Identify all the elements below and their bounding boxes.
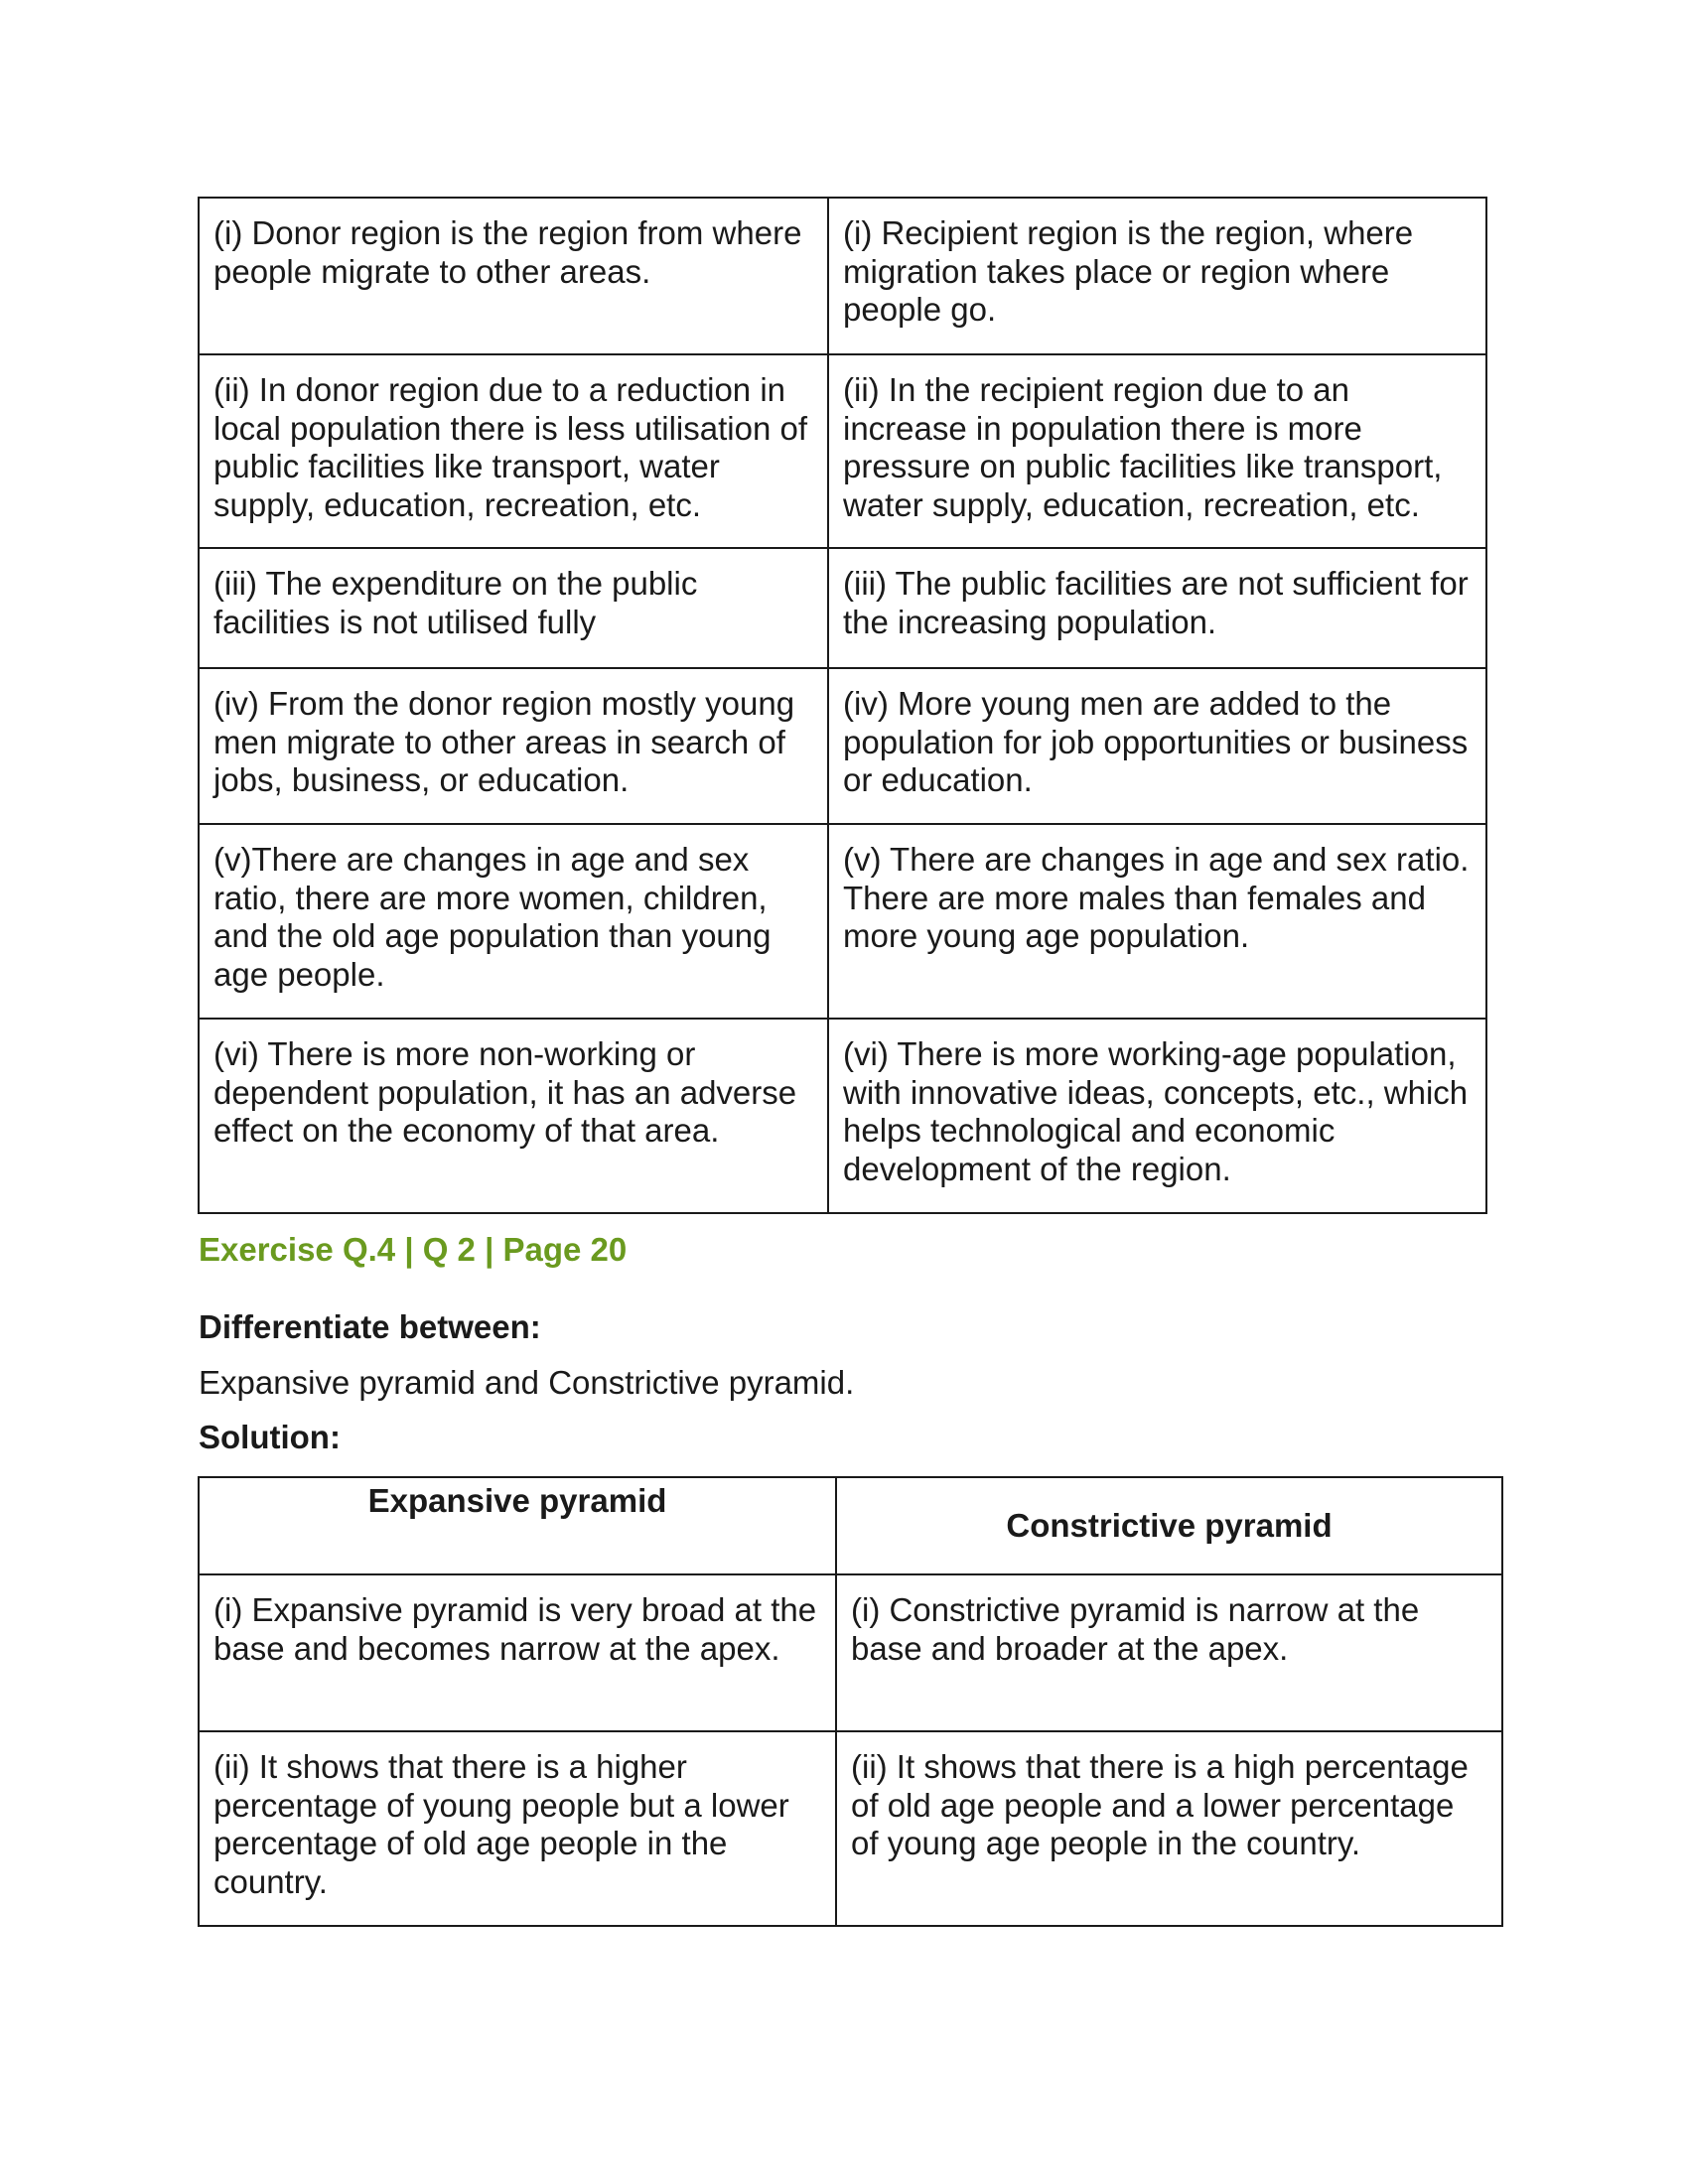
table-row	[199, 824, 1486, 1019]
donor-cell: (v)There are changes in age and sex ratio, there are more women, children, and the old age population than young age people.	[199, 824, 828, 1019]
recipient-cell: (iv) More young men are added to the population for job opportunities or business or education.	[828, 668, 1486, 824]
table-row	[199, 198, 1486, 354]
table-header-row	[199, 1477, 1502, 1574]
recipient-cell: (i) Recipient region is the region, where migration takes place or region where people go.	[828, 198, 1486, 354]
table-row	[199, 1731, 1502, 1926]
differentiate-heading: Differentiate between:	[199, 1308, 541, 1345]
donor-recipient-comparison-table	[198, 197, 1487, 1214]
recipient-cell: (ii) In the recipient region due to an increase in population there is more pressure on public facilities like transport, water supply, education, recreation, etc.	[828, 354, 1486, 548]
donor-cell: (vi) There is more non-working or dependent population, it has an adverse effect on the economy of that area.	[199, 1019, 828, 1213]
expansive-cell: (ii) It shows that there is a higher percentage of young people but a lower percentage of old age people in the country.	[199, 1731, 836, 1926]
constrictive-cell: (ii) It shows that there is a high percentage of old age people and a lower percentage of young age people in the country.	[836, 1731, 1502, 1926]
donor-cell: (iv) From the donor region mostly young men migrate to other areas in search of jobs, business, or education.	[199, 668, 828, 824]
donor-cell: (iii) The expenditure on the public facilities is not utilised fully	[199, 548, 828, 668]
expansive-header: Expansive pyramid	[199, 1477, 836, 1574]
table-row	[199, 1574, 1502, 1731]
table-row	[199, 668, 1486, 824]
constrictive-header: Constrictive pyramid	[836, 1477, 1502, 1574]
expansive-cell: (i) Expansive pyramid is very broad at the base and becomes narrow at the apex.	[199, 1574, 836, 1731]
constrictive-cell: (i) Constrictive pyramid is narrow at the base and broader at the apex.	[836, 1574, 1502, 1731]
donor-cell: (ii) In donor region due to a reduction in local population there is less utilisation of public facilities like transport, water supply, education, recreation, etc.	[199, 354, 828, 548]
exercise-heading: Exercise Q.4 | Q 2 | Page 20	[199, 1231, 628, 1268]
question-text: Expansive pyramid and Constrictive pyramid.	[199, 1364, 855, 1401]
donor-cell: (i) Donor region is the region from where people migrate to other areas.	[199, 198, 828, 354]
pyramid-comparison-table	[198, 1476, 1503, 1927]
table-row	[199, 1019, 1486, 1213]
recipient-cell: (v) There are changes in age and sex ratio. There are more males than females and more young age population.	[828, 824, 1486, 1019]
table-row	[199, 354, 1486, 548]
solution-heading: Solution:	[199, 1419, 341, 1455]
recipient-cell: (iii) The public facilities are not sufficient for the increasing population.	[828, 548, 1486, 668]
table-row	[199, 548, 1486, 668]
recipient-cell: (vi) There is more working-age population, with innovative ideas, concepts, etc., which helps technological and economic development of the region.	[828, 1019, 1486, 1213]
